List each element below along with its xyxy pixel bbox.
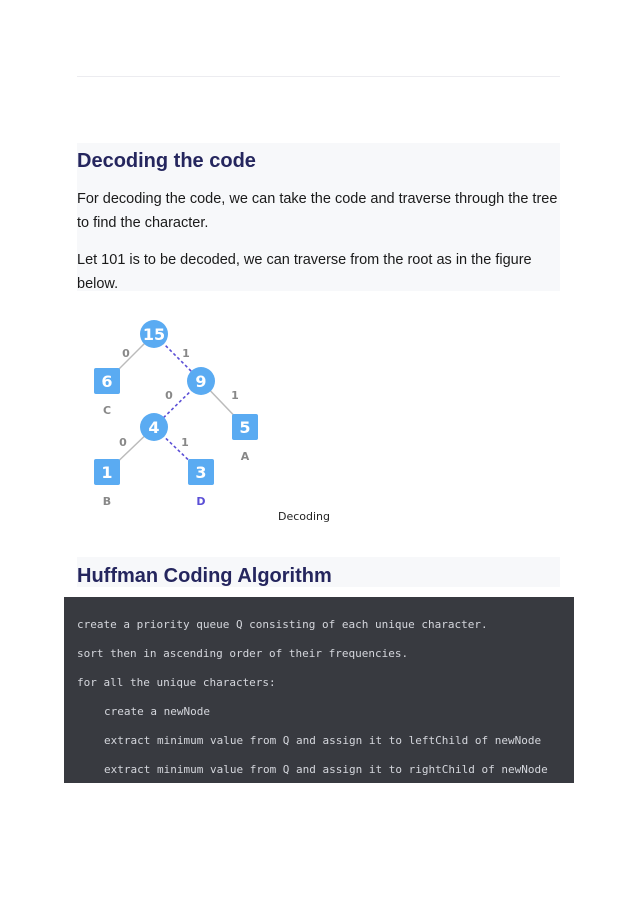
tree-node-value: 5 [239, 418, 251, 437]
tree-node-value: 3 [195, 463, 207, 482]
top-divider [77, 76, 560, 77]
tree-leaf-char: C [102, 404, 112, 417]
code-line: sort then in ascending order of their frequencies. [77, 647, 409, 660]
algorithm-heading: Huffman Coding Algorithm [77, 565, 332, 587]
edge-bit-label: 0 [165, 389, 173, 402]
code-block [64, 597, 574, 783]
code-line: create a newNode [104, 705, 210, 718]
edge-bit-label: 1 [181, 436, 189, 449]
tree-node-value: 6 [101, 372, 113, 391]
tree-leaf-char: A [240, 450, 250, 463]
edge-bit-label: 0 [119, 436, 127, 449]
decoding-paragraph-2: Let 101 is to be decoded, we can traverse from the root as in the figure below. [77, 252, 532, 292]
tree-leaf-char: B [102, 495, 112, 508]
code-line: extract minimum value from Q and assign it to rightChild of newNode [104, 763, 548, 776]
code-line: for all the unique characters: [77, 676, 276, 689]
tree-node-value: 15 [142, 325, 166, 344]
edge-bit-label: 0 [122, 347, 130, 360]
decoding-tree-figure [80, 318, 280, 513]
tree-node-value: 4 [148, 418, 160, 437]
tree-leaf-char: D [196, 495, 206, 508]
decoding-heading: Decoding the code [77, 150, 256, 172]
tree-node-value: 1 [101, 463, 113, 482]
edge-bit-label: 1 [182, 347, 190, 360]
decoding-paragraph-1: For decoding the code, we can take the code and traverse through the tree to find the character. [77, 191, 558, 231]
code-line: create a priority queue Q consisting of each unique character. [77, 618, 488, 631]
figure-caption: Decoding [278, 510, 331, 523]
tree-node-value: 9 [195, 372, 207, 391]
code-line: extract minimum value from Q and assign it to leftChild of newNode [104, 734, 542, 747]
decoding-tree-diagram [80, 318, 280, 513]
edge-bit-label: 1 [231, 389, 239, 402]
